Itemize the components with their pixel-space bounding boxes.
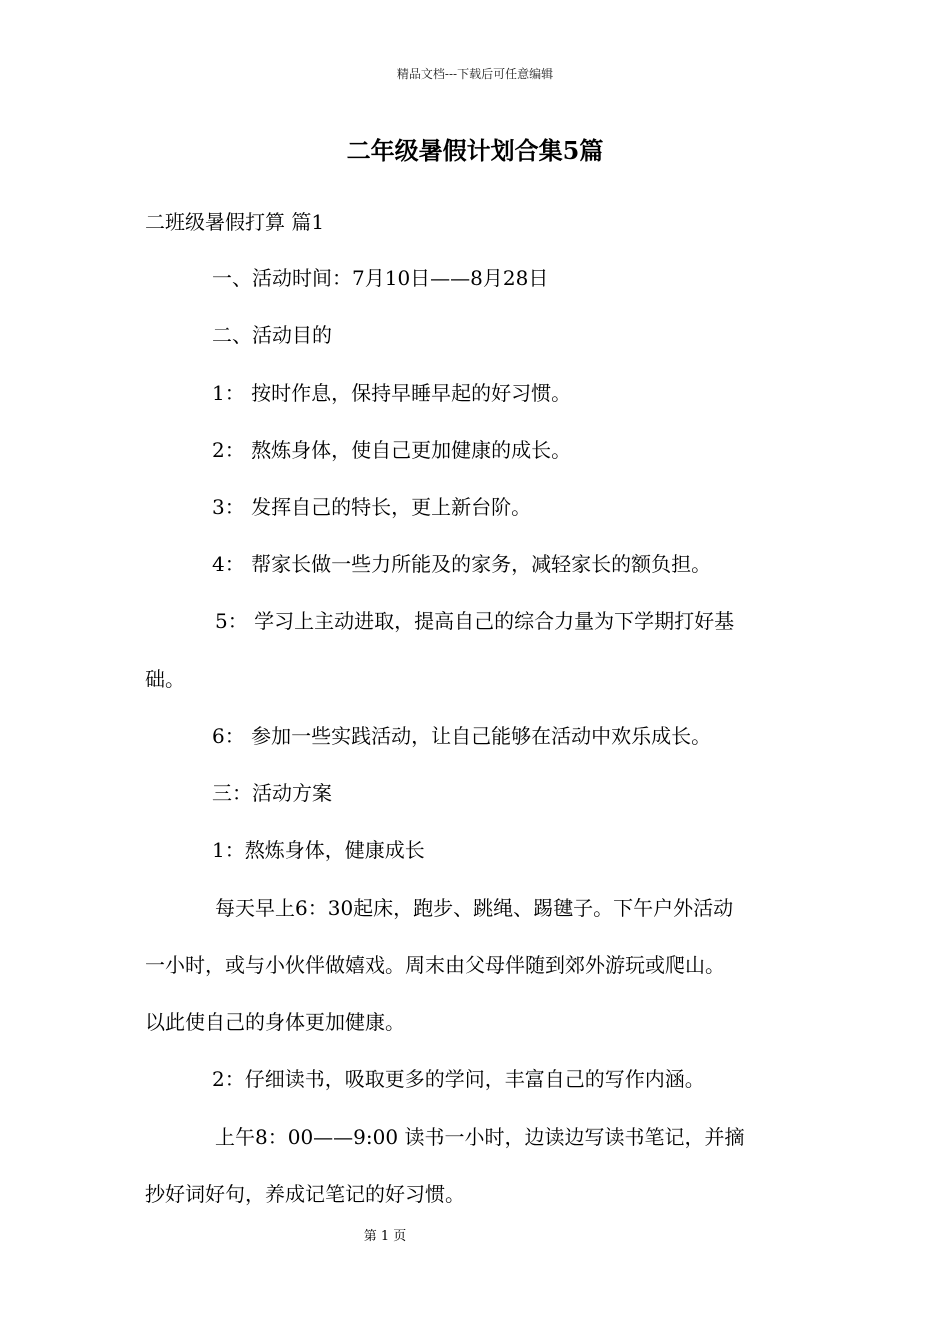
- paragraph-line: 2：仔细读书，吸取更多的学问，丰富自己的写作内涵。: [212, 1067, 705, 1091]
- page-number: 第 1 页: [363, 1229, 407, 1244]
- paragraph-line: 抄好词好句，养成记笔记的好习惯。: [145, 1182, 465, 1206]
- paragraph-line: 3： 发挥自己的特长，更上新台阶。: [212, 495, 532, 519]
- paragraph-line: 6： 参加一些实践活动，让自己能够在活动中欢乐成长。: [212, 724, 712, 748]
- paragraph-line: 二、活动目的: [212, 323, 332, 347]
- paragraph-line: 2： 熬炼身体，使自己更加健康的成长。: [212, 438, 572, 462]
- document-title: 二年级暑假计划合集5篇: [346, 136, 604, 165]
- paragraph-line: 每天早上6：30起床，跑步、跳绳、踢毽子。下午户外活动: [215, 896, 734, 920]
- paragraph-line: 一、活动时间：7月10日——8月28日: [212, 266, 549, 290]
- paragraph-line: 1： 按时作息，保持早睡早起的好习惯。: [212, 381, 572, 405]
- paragraph-line: 以此使自己的身体更加健康。: [145, 1010, 405, 1034]
- paragraph-line: 4： 帮家长做一些力所能及的家务，减轻家长的额负担。: [212, 552, 712, 576]
- paragraph-line: 1：熬炼身体，健康成长: [212, 838, 425, 862]
- paragraph-line: 5： 学习上主动进取，提高自己的综合力量为下学期打好基: [215, 609, 735, 633]
- paragraph-line: 础。: [145, 667, 185, 691]
- page-header: 精品文档---下载后可任意编辑: [396, 67, 554, 81]
- paragraph-line: 上午8：00——9:00 读书一小时，边读边写读书笔记，并摘: [215, 1125, 745, 1149]
- paragraph-line: 一小时，或与小伙伴做嬉戏。周末由父母伴随到郊外游玩或爬山。: [145, 953, 725, 977]
- paragraph-line: 三：活动方案: [212, 781, 332, 805]
- section-heading: 二班级暑假打算 篇1: [145, 210, 325, 234]
